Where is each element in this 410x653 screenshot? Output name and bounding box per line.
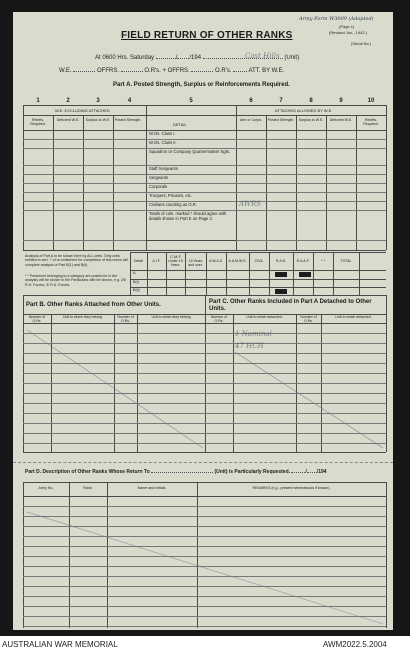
part-d-column-header: Name and Initials.	[137, 486, 167, 490]
ruled-line	[23, 626, 386, 627]
analysis-header: A.I.F.	[152, 259, 161, 263]
analysis-header: R.A.N.	[275, 259, 287, 263]
revision-date: (Revised Jun., 1942.)	[329, 30, 368, 35]
ruled-line	[23, 556, 386, 557]
column-number: 9	[339, 98, 343, 104]
right-column-header: Arm or Corps.	[239, 118, 263, 122]
detail-header: DETAIL	[173, 122, 187, 127]
column-number: 5	[189, 98, 193, 104]
analysis-note: Analysis of Part A to be shown here by ALL units. Only units entitled to cert. ? of re-enlistment for completion of this return will complete analysis of Part B(1) and B(ii).	[25, 254, 128, 267]
part-b-title: Part B. Other Ranks Attached from Other Units.	[26, 302, 161, 308]
detail-row-label: Troopers, Privates, etc.	[149, 193, 193, 198]
analysis-header: 19 Years and over.	[188, 259, 203, 267]
date-line: At 0600 Hrs. Saturday / /194 (Unit)	[95, 55, 300, 61]
detail-row-label: Staff Sergeants	[149, 166, 178, 171]
ruled-line	[23, 606, 386, 607]
form-sheet	[13, 12, 393, 630]
left-column-header: Reinfts. Required.	[30, 118, 46, 127]
ruled-line	[23, 506, 386, 507]
ruled-line	[23, 616, 386, 617]
column-number: 4	[127, 98, 132, 104]
column-number: 7	[279, 98, 283, 104]
left-column-header: Surplus to W.E.	[85, 118, 111, 122]
handwritten-detached-2: 47 HCH	[235, 342, 264, 350]
analysis-header: A.W.A.S.	[208, 259, 223, 263]
detail-row-label: Totals of cols. marked * should agree with details shown in Part E on Page 2.	[149, 211, 227, 221]
analysis-header: Detail	[134, 259, 143, 263]
form-title: FIELD RETURN OF OTHER RANKS	[121, 30, 293, 41]
detail-row-label: Corporals	[149, 184, 168, 189]
page-number: (Page 1)	[339, 24, 355, 29]
we-strength-line: W.E. OFFRS. O.R's. + OFFRS. O.R's. ATT. BY W.E.	[59, 68, 285, 74]
ruled-line	[23, 566, 386, 567]
detail-row-label: Squadron or Company Quartermaster Sgts.	[149, 149, 230, 154]
part-c-title: Part C. Other Ranks Included in Part A Detached to Other Units.	[209, 299, 372, 312]
ruled-line	[23, 536, 386, 537]
right-column-header: Reinfts. Required.	[363, 118, 379, 127]
detail-row-label: Civilians counting as O.R.	[149, 202, 197, 207]
part-d-column-header: Rank.	[83, 486, 93, 490]
column-number: 3	[96, 98, 100, 104]
caption-accession-number: AWM2022.5.2004	[323, 640, 387, 649]
part-b-column-header: Unit to which they belong	[151, 315, 191, 319]
left-column-header: Posted Strength.	[114, 118, 142, 122]
analysis-header: R.A.A.F.	[296, 259, 310, 263]
right-column-header: Surplus to W.E.	[298, 118, 324, 122]
part-c-column-header: Unit to which detached.	[246, 315, 283, 319]
serial-number-label: (Serial No.)	[351, 41, 372, 46]
analysis-header: CIVIL	[254, 259, 264, 263]
right-column-header: Deficient W.E.	[329, 118, 353, 122]
column-number: 8	[309, 98, 313, 104]
right-column-header: Posted Strength.	[267, 118, 295, 122]
ruled-line	[23, 576, 386, 577]
analysis-header: A.A.M.W.S.	[228, 259, 247, 263]
analysis-row-label: A	[133, 271, 136, 275]
analysis-header: TOTAL	[340, 259, 352, 263]
attached-allowed-header: ATTACHED ALLOWED BY W.E.	[275, 108, 333, 113]
part-d-column-header: REMARKS (e.g., present whereabouts if known).	[252, 486, 331, 490]
handwritten-detached-1: 1 Nominal	[235, 330, 272, 338]
army-form-number: Army Form W3009 (Adapted)	[299, 16, 374, 22]
part-c-column-header: Number of O.Rs.	[300, 315, 317, 323]
column-number: 1	[36, 98, 40, 104]
ruled-line	[23, 586, 386, 587]
detail-row-label: W.Os. Class II.	[149, 140, 177, 145]
detail-row-label: Sergeants	[149, 175, 169, 180]
column-number: 10	[367, 98, 375, 104]
analysis-row-label: B(ii)	[133, 288, 140, 292]
analysis-row-label: B(i)	[133, 280, 139, 284]
part-c-column-header: Number of O.Rs.	[210, 315, 228, 323]
left-column-header: Deficient W.E.	[56, 118, 80, 122]
particulars-note: * * Personnel belonging to a category are posted for in the analysis will be shown in the Particulars with be shown, e.g. 2/6 R.H. Forces, 3/ R.A. Forces.	[25, 274, 126, 287]
we-excluding-attached-header: W.E. EXCLUDING ATTACHED	[55, 108, 110, 113]
ruled-line	[23, 516, 386, 517]
handwritten-unit: Cast Hills	[245, 52, 280, 60]
part-d-title: Part D. Description of Other Ranks Whose Return To (Unit) is Particularly Requested. / /194	[25, 469, 327, 475]
analysis-header: * *	[321, 259, 325, 263]
column-number: 6	[249, 98, 253, 104]
part-d-column-header: Army No.	[38, 486, 54, 490]
part-b-column-header: Unit to which they belong	[62, 315, 103, 319]
caption-institution: AUSTRALIAN WAR MEMORIAL	[2, 640, 118, 649]
fold-line	[13, 462, 393, 463]
part-a-title: Part A. Posted Strength, Surplus or Reinforcements Required.	[113, 82, 290, 88]
part-c-column-header: Unit to which detached.	[335, 315, 372, 319]
ruled-line	[23, 526, 386, 527]
part-b-column-header: Number of O.Rs.	[28, 315, 46, 323]
analysis-header: Under 19 Years.	[168, 259, 183, 267]
column-number: 2	[66, 98, 70, 104]
ruled-line	[23, 596, 386, 597]
ruled-line	[23, 546, 386, 547]
part-b-column-header: Number of O.Rs.	[117, 315, 134, 323]
cancel-strike-lines	[13, 12, 393, 630]
handwritten-corps: AWRS	[239, 200, 262, 208]
cmf-header: C.M.F.	[170, 254, 182, 259]
detail-row-label: W.Os. Class I.	[149, 131, 176, 136]
